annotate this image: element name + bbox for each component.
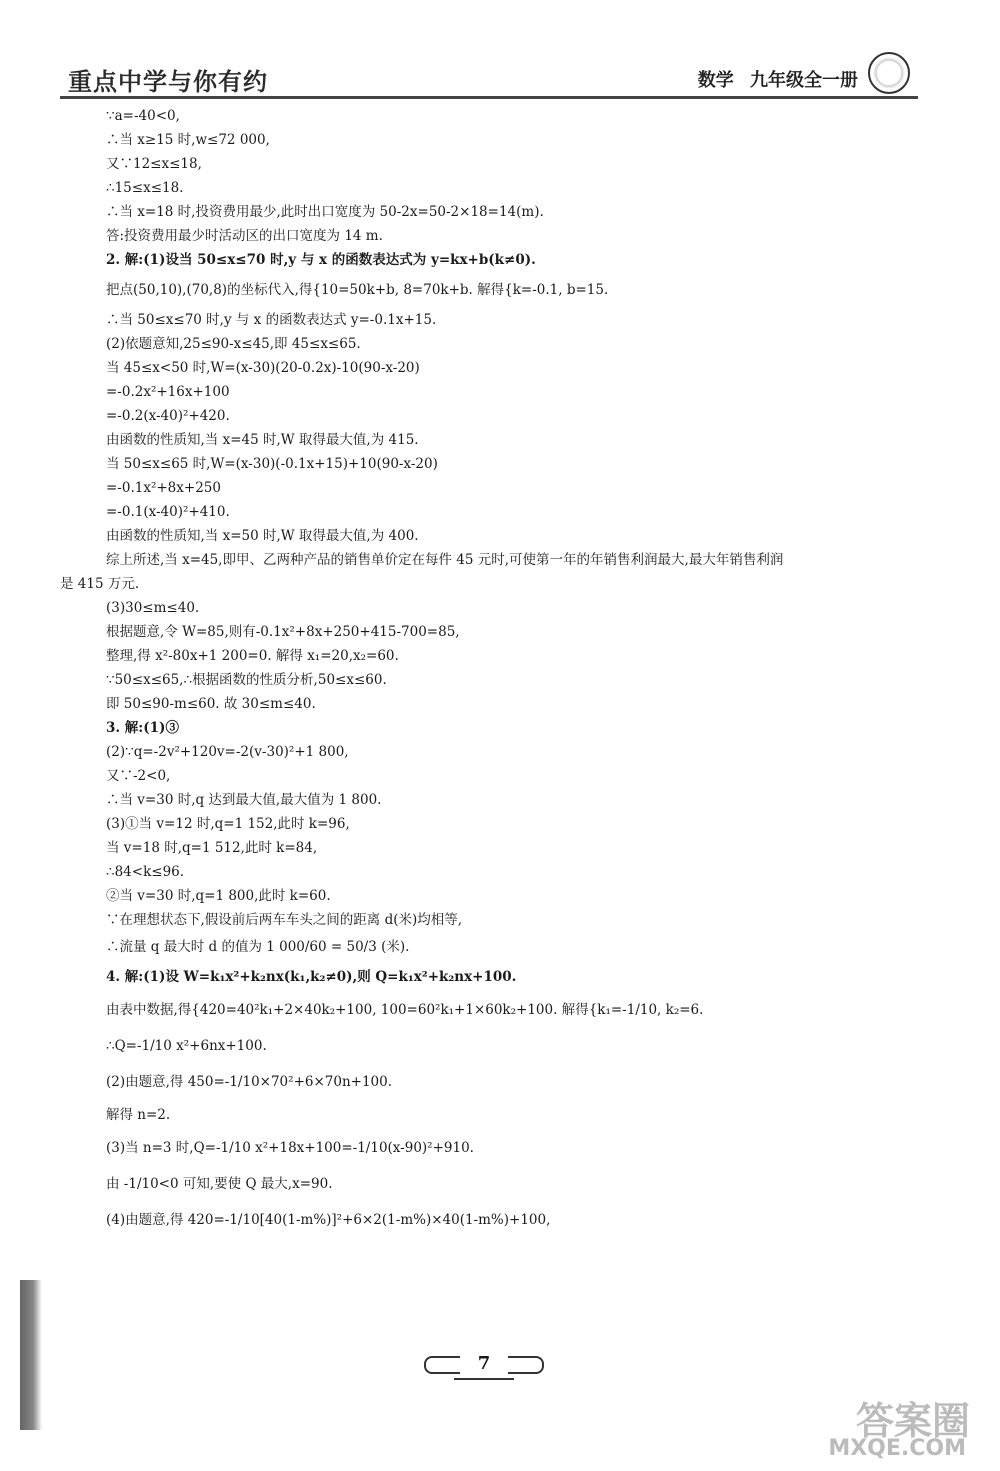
text-line: (2)依题意知,25≤90-x≤45,即 45≤x≤65. [106, 336, 361, 352]
text-line: 解得 n=2. [106, 1107, 171, 1123]
text-line: 当 v=18 时,q=1 512,此时 k=84, [106, 840, 318, 856]
text-line: (2)∵q=-2v²+120v=-2(v-30)²+1 800, [106, 744, 349, 760]
text-line: (3)30≤m≤40. [106, 600, 200, 616]
text-line: (3)当 n=3 时,Q=-1/10 x²+18x+100=-1/10(x-90)²+910. [106, 1140, 474, 1156]
answer-content [60, 104, 940, 1238]
text-line: 又∵-2<0, [106, 768, 171, 784]
text-line: =-0.2(x-40)²+420. [106, 408, 230, 424]
text-line: ∴当 x≥15 时,w≤72 000, [106, 132, 270, 148]
text-line: ∴84<k≤96. [106, 864, 185, 880]
text-line: =-0.2x²+16x+100 [106, 384, 230, 400]
text-line: 由 -1/10<0 可知,要使 Q 最大,x=90. [106, 1176, 333, 1192]
text-line: 即 50≤90-m≤60. 故 30≤m≤40. [106, 696, 316, 712]
page-number: 7 [477, 1353, 491, 1374]
text-line: 综上所述,当 x=45,即甲、乙两种产品的销售单价定在每件 45 元时,可使第一年的年销售利润最大,最大年销售利润 [106, 552, 784, 568]
text-line: 由表中数据,得{420=40²k₁+2×40k₂+100, 100=60²k₁+1×60k₂+100. 解得{k₁=-1/10, k₂=6. [106, 1002, 704, 1018]
text-line: 当 50≤x≤65 时,W=(x-30)(-0.1x+15)+10(90-x-20) [106, 456, 438, 472]
text-line: ∴当 50≤x≤70 时,y 与 x 的函数表达式 y=-0.1x+15. [106, 312, 437, 328]
page-footer [424, 1348, 544, 1380]
text-line: ②当 v=30 时,q=1 800,此时 k=60. [106, 888, 331, 904]
text-line: (3)①当 v=12 时,q=1 152,此时 k=96, [106, 816, 350, 832]
text-line: 又∵12≤x≤18, [106, 156, 202, 172]
watermark-brand: 答案圈 [855, 1399, 970, 1443]
text-line: ∴Q=-1/10 x²+6nx+100. [106, 1038, 267, 1054]
text-line: 把点(50,10),(70,8)的坐标代入,得{10=50k+b, 8=70k+b. 解得{k=-0.1, b=15. [106, 282, 609, 298]
problem-2-heading: 2. 解:(1)设当 50≤x≤70 时,y 与 x 的函数表达式为 y=kx+b(k≠0). [106, 252, 536, 268]
text-line: ∴15≤x≤18. [106, 180, 184, 196]
text-line: ∵在理想状态下,假设前后两车车头之间的距离 d(米)均相等, [106, 912, 463, 928]
text-line: 由函数的性质知,当 x=45 时,W 取得最大值,为 415. [106, 432, 419, 448]
header-divider [60, 96, 918, 99]
book-title: 重点中学与你有约 [68, 68, 268, 96]
text-line: 是 415 万元. [60, 576, 140, 592]
text-line: ∴流量 q 最大时 d 的值为 1 000/60 = 50/3 (米). [106, 939, 410, 955]
text-line: 答:投资费用最少时活动区的出口宽度为 14 m. [106, 228, 383, 244]
text-line: ∴当 x=18 时,投资费用最少,此时出口宽度为 50-2x=50-2×18=14(m). [106, 204, 544, 220]
text-line: 整理,得 x²-80x+1 200=0. 解得 x₁=20,x₂=60. [106, 648, 399, 664]
school-emblem-icon [868, 52, 910, 94]
text-line: 由函数的性质知,当 x=50 时,W 取得最大值,为 400. [106, 528, 419, 544]
text-line: 当 45≤x<50 时,W=(x-30)(20-0.2x)-10(90-x-20) [106, 360, 420, 376]
text-line: (2)由题意,得 450=-1/10×70²+6×70n+100. [106, 1074, 393, 1090]
text-line: ∵a=-40<0, [106, 108, 180, 124]
subject-grade: 数学 九年级全一册 [697, 70, 858, 91]
page-header [60, 52, 920, 100]
text-line: ∴当 v=30 时,q 达到最大值,最大值为 1 800. [106, 792, 382, 808]
text-line: =-0.1(x-40)²+410. [106, 504, 230, 520]
footer-underline [454, 1378, 514, 1380]
text-line: 根据题意,令 W=85,则有-0.1x²+8x+250+415-700=85, [106, 624, 460, 640]
text-line: ∵50≤x≤65,∴根据函数的性质分析,50≤x≤60. [106, 672, 387, 688]
scan-edge-shadow [20, 1280, 42, 1430]
problem-4-heading: 4. 解:(1)设 W=k₁x²+k₂nx(k₁,k₂≠0),则 Q=k₁x²+k₂nx+100. [106, 969, 517, 985]
text-line: =-0.1x²+8x+250 [106, 480, 221, 496]
problem-3-heading: 3. 解:(1)③ [106, 720, 179, 736]
watermark-url: MXQE.COM [828, 1436, 966, 1461]
text-line: (4)由题意,得 420=-1/10[40(1-m%)]²+6×2(1-m%)×40(1-m%)+100, [106, 1212, 551, 1228]
